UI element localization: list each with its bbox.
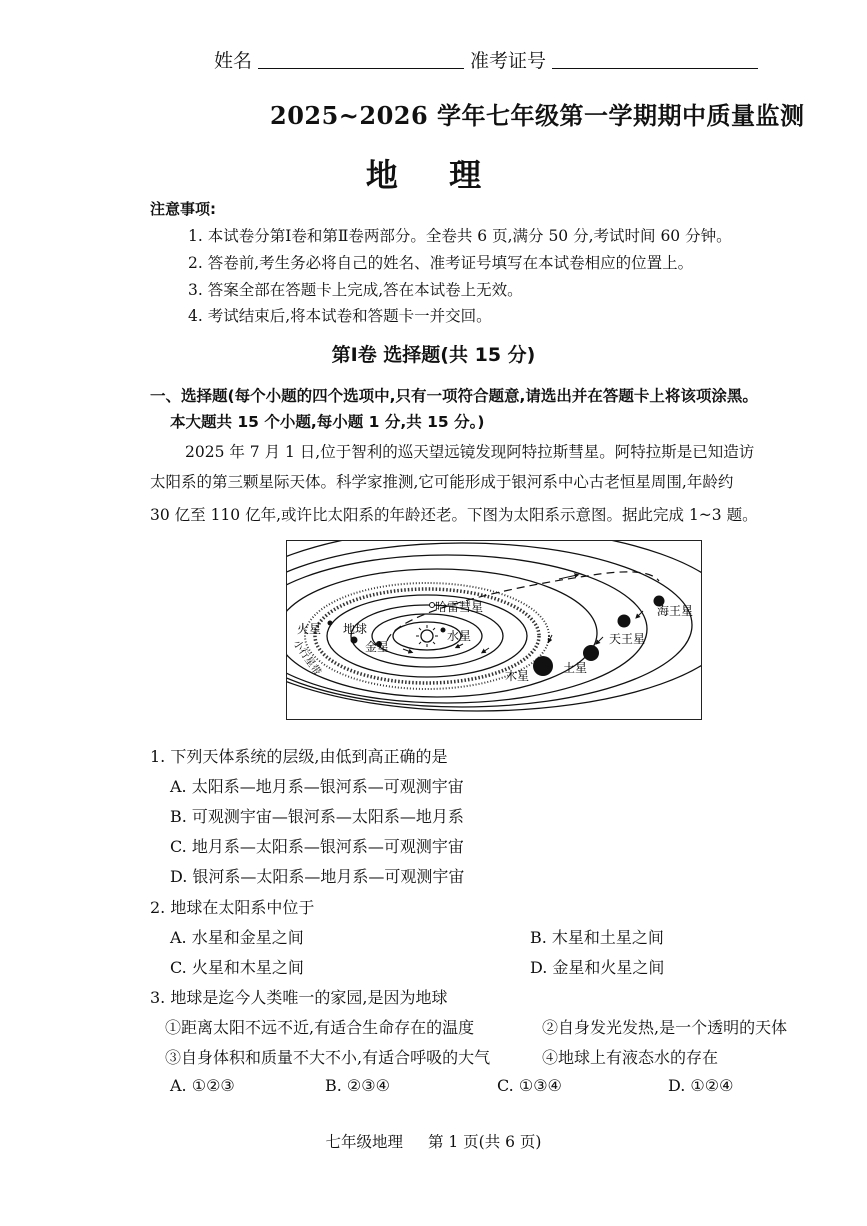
subject-title: 地 理 — [365, 156, 502, 194]
question-statement: ②自身发光发热,是一个透明的天体 — [542, 1018, 788, 1037]
passage-line: 30 亿至 110 亿年,或许比太阳系的年龄还老。下图为太阳系示意图。据此完成 1~3 题。 — [150, 506, 758, 524]
section-instruction: 本大题共 15 个小题,每小题 1 分,共 15 分。) — [170, 413, 485, 431]
mars-planet — [328, 621, 333, 626]
mercury-planet — [441, 628, 446, 633]
footer-subject: 七年级地理 — [325, 1133, 404, 1151]
sun-icon — [416, 625, 438, 647]
label-asteroid-belt: 小行星带 — [290, 638, 323, 678]
question-option: D. ①②④ — [668, 1076, 734, 1095]
orbit-arrow — [597, 637, 603, 643]
orbit-arrow — [637, 611, 643, 617]
orbit-arrow — [483, 648, 489, 652]
jupiter-orbit — [287, 569, 597, 697]
exam-id-blank-line — [552, 68, 758, 69]
label-earth: 地球 — [343, 622, 368, 636]
question-option: A. ①②③ — [170, 1076, 235, 1095]
notice-item: 4. 考试结束后,将本试卷和答题卡一并交回。 — [188, 307, 492, 325]
jupiter-planet — [533, 656, 553, 676]
label-mars: 火星 — [297, 622, 322, 636]
question-option: D. 金星和火星之间 — [530, 958, 665, 977]
section-title: 第Ⅰ卷 选择题(共 15 分) — [331, 344, 536, 366]
question-option: A. 水星和金星之间 — [170, 928, 304, 947]
saturn-planet — [583, 645, 599, 661]
question-stem: 2. 地球在太阳系中位于 — [150, 898, 315, 917]
question-option: C. 火星和木星之间 — [170, 958, 304, 977]
question-option: A. 太阳系—地月系—银河系—可观测宇宙 — [170, 777, 464, 796]
uranus-planet — [618, 615, 631, 628]
solar-system-diagram — [286, 540, 702, 720]
passage-line: 2025 年 7 月 1 日,位于智利的巡天望远镜发现阿特拉斯彗星。阿特拉斯是已知造访 — [185, 443, 755, 461]
notice-item: 1. 本试卷分第Ⅰ卷和第Ⅱ卷两部分。全卷共 6 页,满分 50 分,考试时间 60 分钟。 — [188, 227, 732, 245]
notice-title: 注意事项: — [150, 200, 216, 218]
section-instruction: 一、选择题(每个小题的四个选项中,只有一项符合题意,请选出并在答题卡上将该项涂黑。 — [150, 387, 758, 405]
footer-page-number: 第 1 页(共 6 页) — [427, 1133, 542, 1151]
label-venus: 金星 — [365, 640, 390, 654]
mars-orbit — [327, 595, 527, 677]
orbit-arrow — [403, 649, 411, 652]
name-label: 姓名 — [214, 50, 253, 72]
question-stem: 3. 地球是迄今人类唯一的家园,是因为地球 — [150, 988, 448, 1007]
comet-nucleus — [430, 603, 435, 608]
exam-title: 2025~2026 学年七年级第一学期期中质量监测 — [270, 101, 805, 130]
label-mercury: 水星 — [447, 629, 472, 643]
question-option: B. 木星和土星之间 — [530, 928, 664, 947]
orbit-arrow — [457, 644, 463, 647]
earth-planet — [351, 637, 358, 644]
question-statement: ④地球上有液态水的存在 — [542, 1048, 719, 1067]
question-option: C. 地月系—太阳系—银河系—可观测宇宙 — [170, 837, 464, 856]
notice-item: 2. 答卷前,考生务必将自己的姓名、准考证号填写在本试卷相应的位置上。 — [188, 254, 694, 272]
passage-line: 太阳系的第三颗星际天体。科学家推测,它可能形成于银河系中心古老恒星周围,年龄约 — [150, 473, 734, 491]
question-option: D. 银河系—太阳系—地月系—可观测宇宙 — [170, 867, 465, 886]
label-comet: 哈雷彗星 — [435, 600, 484, 614]
question-stem: 1. 下列天体系统的层级,由低到高正确的是 — [150, 747, 448, 766]
candidate-info-bar — [0, 40, 867, 74]
solar-system-svg — [287, 541, 701, 719]
question-statement: ③自身体积和质量不大不小,有适合呼吸的大气 — [165, 1048, 491, 1067]
question-statement: ①距离太阳不远不近,有适合生命存在的温度 — [165, 1018, 475, 1037]
name-blank-line — [258, 68, 464, 69]
label-uranus: 天王星 — [609, 632, 646, 646]
page-footer — [0, 1130, 867, 1152]
label-jupiter: 木星 — [505, 669, 530, 683]
question-option: C. ①③④ — [497, 1076, 562, 1095]
question-option: B. ②③④ — [325, 1076, 390, 1095]
exam-id-label: 准考证号 — [470, 50, 547, 72]
notice-item: 3. 答案全部在答题卡上完成,答在本试卷上无效。 — [188, 281, 523, 299]
question-option: B. 可观测宇宙—银河系—太阳系—地月系 — [170, 807, 464, 826]
label-neptune: 海王星 — [657, 604, 694, 618]
label-saturn: 土星 — [563, 661, 588, 675]
